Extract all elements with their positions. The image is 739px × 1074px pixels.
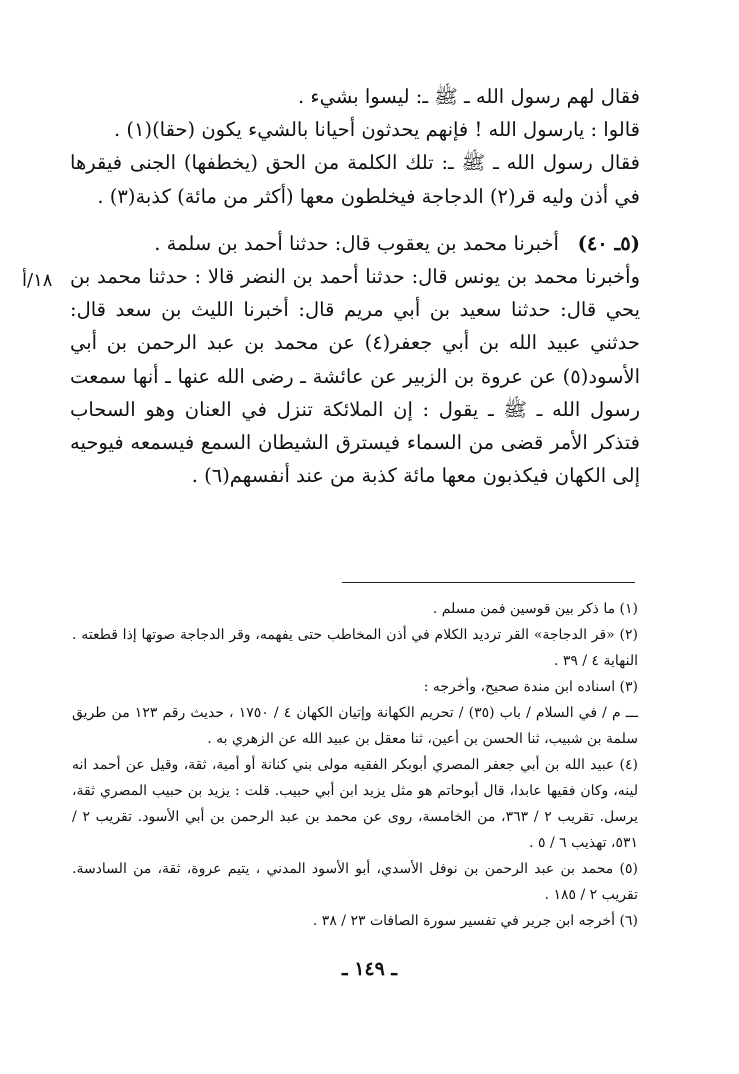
main-paragraph: فقال رسول الله ـ ﷺ ـ: تلك الكلمة من الحق (يخطفها) الجنى فيقرها في أذن وليه قر(٢) الدجاجة فيخلطون معها (أكثر من مائة) كذبة(٣) . <box>70 151 640 208</box>
footnote: (٥) محمد بن عبد الرحمن بن نوفل الأسدي، أبو الأسود المدني ، يتيم عروة، ثقة، من السادسة. تقريب ٢ / ١٨٥ . <box>72 861 638 903</box>
footnote: ـــ م / في السلام / باب (٣٥) / تحريم الكهانة وإتيان الكهان ٤ / ١٧٥٠ ، حديث رقم ١٢٣ من طريق سلمة بن شبيب، ثنا الحسن بن أعين، ثنا معقل بن عبيد الله عن الزهري به . <box>72 705 639 747</box>
footnote: (٣) اسناده ابن مندة صحيح، وأخرجه : <box>423 679 638 695</box>
footnote: (١) ما ذكر بين قوسين فمن مسلم . <box>432 601 638 617</box>
hadith-number: (٥ـ ٤٠) <box>577 231 640 255</box>
page-number: ـ ١٤٩ ـ <box>342 958 397 980</box>
margin-folio-note: ١٨/أ <box>22 270 53 291</box>
footnotes <box>72 596 638 934</box>
footnote: (٢) «قر الدجاجة» القر ترديد الكلام في أذن المخاطب حتى يفهمه، وقر الدجاجة صوتها إذا قطعته . النهاية ٤ / ٣٩ . <box>72 627 638 669</box>
footnote: (٤) عبيد الله بن أبي جعفر المصري أبوبكر الفقيه مولى بني كنانة أو أمية، ثقة، وقيل عن أحمد انه لينه، وكان فقيها عابدا، قال أبوحاتم هو مثل يزيد ابن أبي حبيب. قلت : يزيد بن حبيب المصري ثقة، يرسل. تقريب ٢ / ٣٦٣، من الخامسة، روى عن محمد بن عبد الرحمن بن أبي الأسود. تقريب ٢ / ٥٣١، تهذيب ٦ / ٥ . <box>72 757 638 851</box>
main-text <box>70 80 640 492</box>
main-paragraph: فقال لهم رسول الله ـ ﷺ ـ: ليسوا بشيء . <box>298 85 640 108</box>
main-paragraph: قالوا : يارسول الله ! فإنهم يحدثون أحيانا بالشيء يكون (حقا)(١) . <box>113 118 640 142</box>
main-paragraph: وأخبرنا محمد بن يونس قال: حدثنا أحمد بن النضر قالا : حدثنا محمد بن يحي قال: حدثنا سعيد بن أبي مريم قال: أخبرنا الليث بن سعد قال: حدثني عبيد الله بن أبي جعفر(٤) عن محمد بن عبد الرحمن بن أبي الأسود(٥) عن عروة بن الزبير عن عائشة ـ رضى الله عنها ـ أنها سمعت رسول الله ـ ﷺ ـ يقول : إن الملائكة تنزل في العنان وهو السحاب فتذكر الأمر قضى من السماء فيسترق الشيطان السمع فيسمعه فيوحيه إلى الكهان فيكذبون معها مائة كذبة من عند أنفسهم(٦) . <box>70 265 640 488</box>
footnote-divider <box>342 582 635 583</box>
footnote: (٦) أخرجه ابن جرير في تفسير سورة الصافات ٢٣ / ٣٨ . <box>312 913 638 929</box>
hadith-heading <box>70 227 640 260</box>
hadith-chain-start: أخبرنا محمد بن يعقوب قال: حدثنا أحمد بن سلمة . <box>154 231 559 255</box>
